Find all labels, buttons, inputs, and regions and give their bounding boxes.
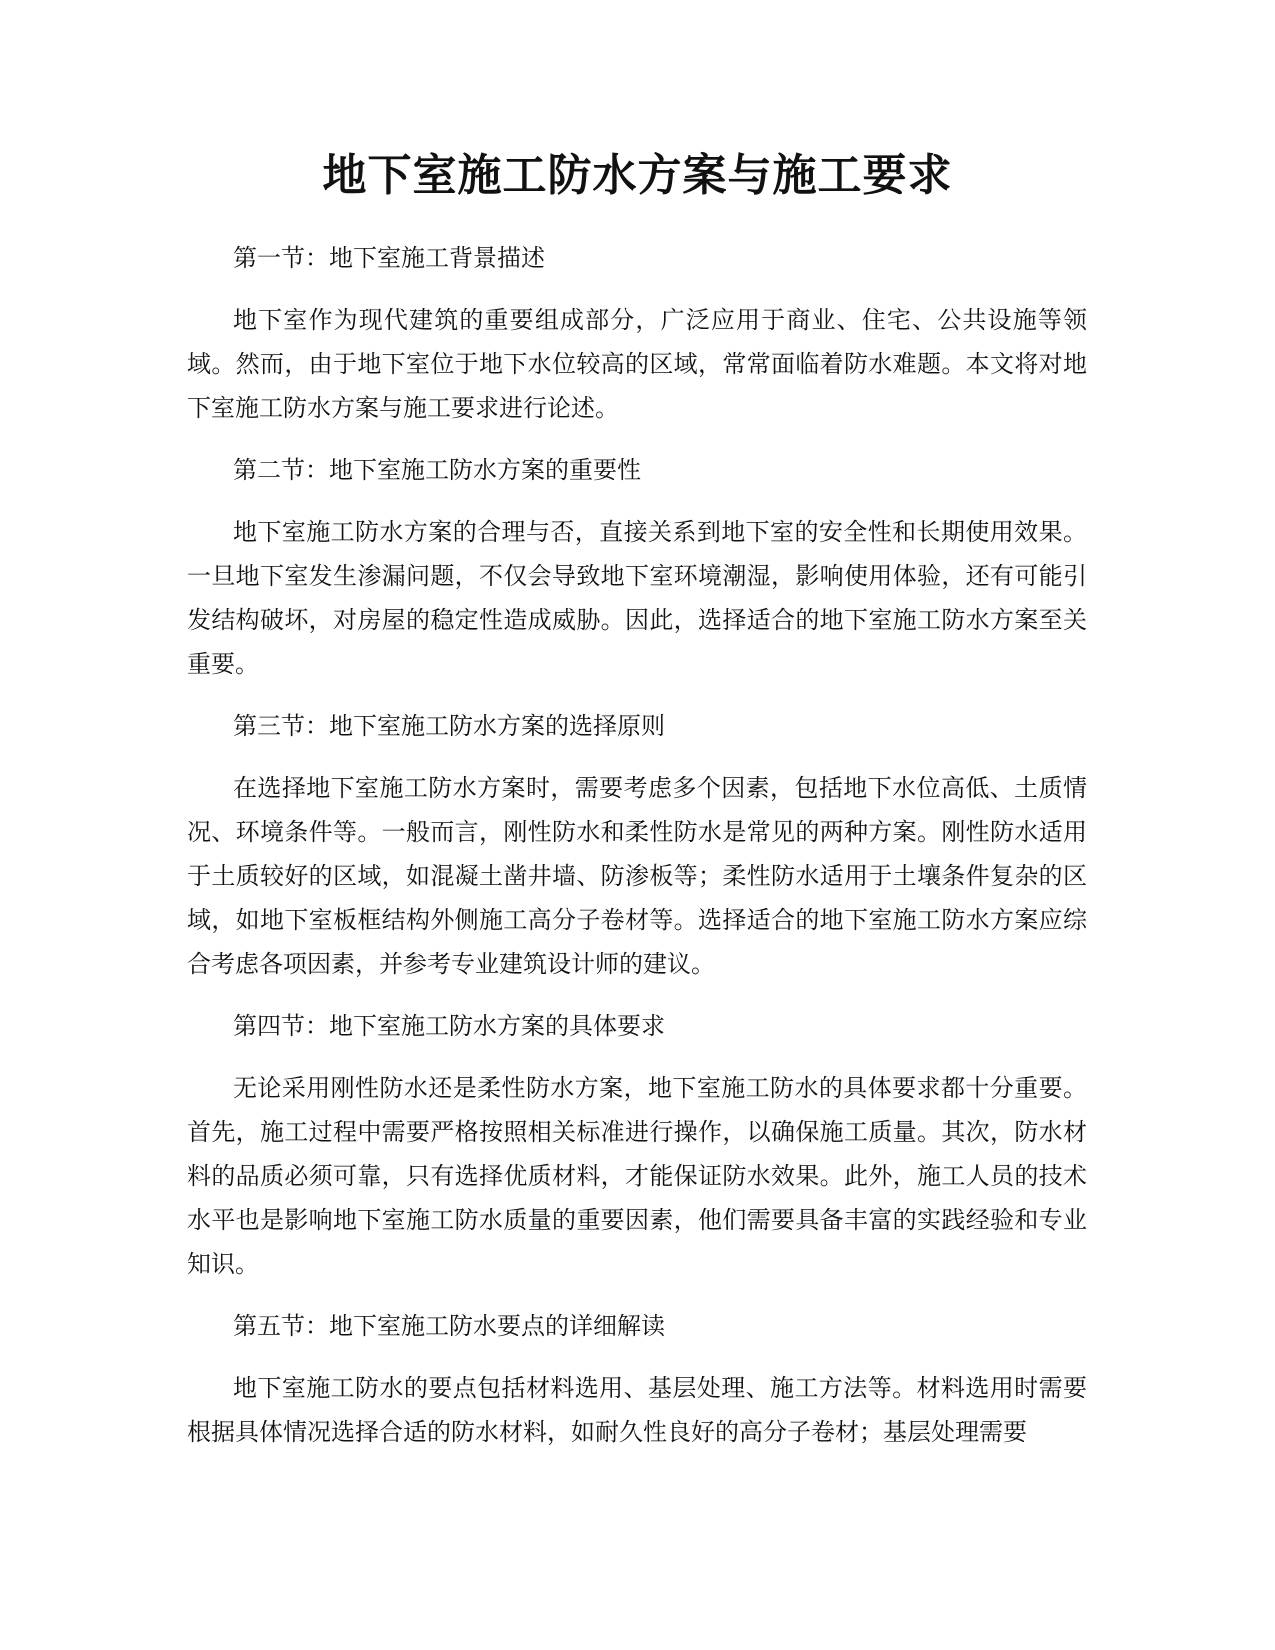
document-title: 地下室施工防水方案与施工要求 [322, 150, 953, 201]
section-heading: 第三节：地下室施工防水方案的选择原则 [233, 712, 665, 740]
section-heading: 第二节：地下室施工防水方案的重要性 [233, 456, 641, 484]
section-paragraph: 地下室施工防水的要点包括材料选用、基层处理、施工方法等。材料选用时需要根据具体情况选择合适的防水材料，如耐久性良好的高分子卷材；基层处理需要 [187, 1374, 1087, 1446]
section-5 [187, 1310, 1087, 1454]
section-paragraph: 在选择地下室施工防水方案时，需要考虑多个因素，包括地下水位高低、土质情况、环境条件等。一般而言，刚性防水和柔性防水是常见的两种方案。刚性防水适用于土质较好的区域，如混凝土凿井墙、防渗板等；柔性防水适用于土壤条件复杂的区域，如地下室板框结构外侧施工高分子卷材等。选择适合的地下室施工防水方案应综合考虑各项因素，并参考专业建筑设计师的建议。 [187, 774, 1087, 978]
section-heading: 第一节：地下室施工背景描述 [233, 244, 545, 272]
section-paragraph: 无论采用刚性防水还是柔性防水方案，地下室施工防水的具体要求都十分重要。首先，施工过程中需要严格按照相关标准进行操作，以确保施工质量。其次，防水材料的品质必须可靠，只有选择优质材料，才能保证防水效果。此外，施工人员的技术水平也是影响地下室施工防水质量的重要因素，他们需要具备丰富的实践经验和专业知识。 [187, 1074, 1087, 1278]
section-3 [187, 710, 1087, 986]
section-heading: 第四节：地下室施工防水方案的具体要求 [233, 1012, 665, 1040]
section-heading: 第五节：地下室施工防水要点的详细解读 [233, 1312, 665, 1340]
section-paragraph: 地下室作为现代建筑的重要组成部分，广泛应用于商业、住宅、公共设施等领域。然而，由于地下室位于地下水位较高的区域，常常面临着防水难题。本文将对地下室施工防水方案与施工要求进行论述。 [187, 306, 1087, 422]
section-1 [187, 242, 1087, 430]
section-2 [187, 454, 1087, 686]
section-4 [187, 1010, 1087, 1286]
section-paragraph: 地下室施工防水方案的合理与否，直接关系到地下室的安全性和长期使用效果。一旦地下室发生渗漏问题，不仅会导致地下室环境潮湿，影响使用体验，还有可能引发结构破坏，对房屋的稳定性造成威胁。因此，选择适合的地下室施工防水方案至关重要。 [187, 518, 1087, 678]
document-body [187, 242, 1087, 1478]
